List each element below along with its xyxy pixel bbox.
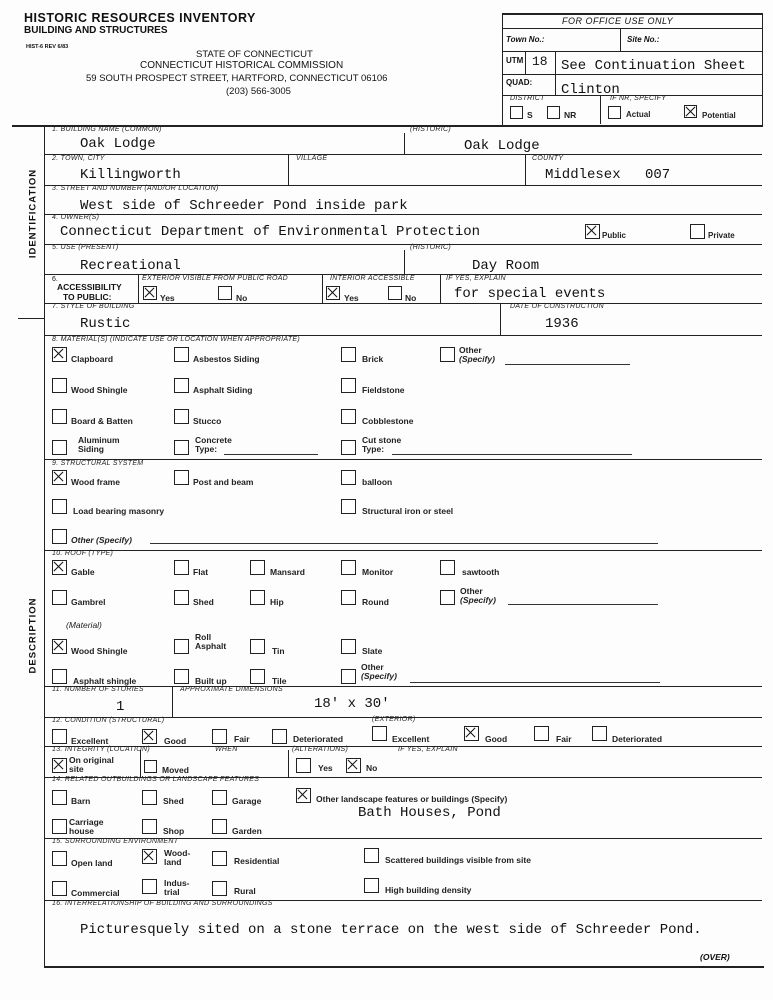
- integrity-alterations-label: (ALTERATIONS): [292, 746, 349, 753]
- roof-mansard-checkbox[interactable]: [250, 560, 265, 575]
- condition-fair-label: Fair: [234, 734, 250, 744]
- related-shop-label: Shop: [163, 826, 185, 836]
- nr-actual-label: Actual: [626, 110, 651, 119]
- exterior-no-label: No: [236, 293, 248, 303]
- nr-specify-label: IF NR, SPECIFY: [610, 95, 667, 102]
- roof-tin-label: Tin: [272, 646, 285, 656]
- nr-potential-label: Potential: [702, 111, 736, 120]
- material-wood-shingle-checkbox[interactable]: [52, 378, 67, 393]
- roof-material-other-text: Other: [361, 662, 384, 672]
- surrounding-label: 15. SURROUNDING ENVIRONMENT: [52, 838, 179, 845]
- roof-round-label: Round: [362, 597, 389, 607]
- quad-value: Clinton: [561, 82, 620, 98]
- owner-private-label: Private: [708, 231, 735, 240]
- county-value: Middlesex: [545, 167, 621, 183]
- surrounding-high-density-checkbox[interactable]: [364, 878, 379, 893]
- county-label: COUNTY: [532, 155, 564, 162]
- material-aluminum-label: [78, 436, 120, 454]
- exterior-yes-label: Yes: [160, 293, 175, 303]
- structural-post-beam-checkbox[interactable]: [174, 470, 189, 485]
- roof-tile-checkbox[interactable]: [250, 669, 265, 684]
- district-s-checkbox[interactable]: [510, 106, 523, 119]
- town-no-label: Town No.:: [506, 35, 545, 44]
- surrounding-rural-checkbox[interactable]: [212, 881, 227, 896]
- surrounding-industrial-checkbox[interactable]: [142, 879, 157, 894]
- surrounding-open-land-checkbox[interactable]: [52, 851, 67, 866]
- roof-slate-checkbox[interactable]: [341, 639, 356, 654]
- roof-built-up-checkbox[interactable]: [174, 669, 189, 684]
- material-aluminum-checkbox[interactable]: [52, 440, 67, 455]
- agency-name: CONNECTICUT HISTORICAL COMMISSION: [140, 60, 344, 71]
- stories-label: 11. NUMBER OF STORIES: [52, 686, 144, 693]
- nr-actual-checkbox[interactable]: [608, 106, 621, 119]
- roof-hip-checkbox[interactable]: [250, 590, 265, 605]
- common-name-value: Oak Lodge: [80, 136, 156, 152]
- exterior-no-checkbox[interactable]: [218, 286, 232, 300]
- exterior-excellent-label: Excellent: [392, 734, 430, 744]
- surrounding-rural-label: Rural: [234, 886, 256, 896]
- structural-iron-steel-label: Structural iron or steel: [362, 506, 454, 516]
- surrounding-land-text: land: [164, 857, 182, 867]
- building-name-label: 1. BUILDING NAME (COMMON): [52, 126, 162, 133]
- material-cut-stone-type: Type:: [362, 444, 385, 454]
- surrounding-indus-text: Indus-: [164, 878, 190, 888]
- roof-label: 10. ROOF (TYPE): [52, 550, 114, 557]
- material-stucco-label: Stucco: [193, 416, 222, 426]
- integrity-alt-yes-checkbox[interactable]: [296, 758, 311, 773]
- material-fieldstone-label: Fieldstone: [362, 385, 405, 395]
- agency-address: 59 SOUTH PROSPECT STREET, HARTFORD, CONNECTICUT 06106: [86, 73, 388, 84]
- surrounding-residential-checkbox[interactable]: [212, 851, 227, 866]
- exterior-good-label: Good: [485, 734, 508, 744]
- district-nr-label: NR: [564, 110, 577, 120]
- related-barn-checkbox[interactable]: [52, 790, 67, 805]
- roof-material-other-checkbox[interactable]: [341, 669, 356, 684]
- related-garden-label: Garden: [232, 826, 262, 836]
- integrity-moved-label: Moved: [162, 765, 189, 775]
- material-fieldstone-checkbox[interactable]: [341, 378, 356, 393]
- material-board-batten-label: Board & Batten: [71, 416, 133, 426]
- related-barn-label: Barn: [71, 796, 91, 806]
- roof-hip-label: Hip: [270, 597, 284, 607]
- structural-balloon-checkbox[interactable]: [341, 470, 356, 485]
- structural-load-bearing-checkbox[interactable]: [52, 499, 67, 514]
- related-house-text: house: [69, 826, 95, 836]
- related-garage-checkbox[interactable]: [212, 790, 227, 805]
- interrelationship-label: 16. INTERRELATIONSHIP OF BUILDING AND SURROUNDINGS: [52, 900, 273, 907]
- roof-other-text: Other: [460, 586, 483, 596]
- related-carriage-text: Carriage: [69, 817, 104, 827]
- interior-no-label: No: [405, 293, 417, 303]
- material-other-label: [459, 346, 495, 364]
- surrounding-commercial-checkbox[interactable]: [52, 881, 67, 896]
- related-garden-checkbox[interactable]: [212, 819, 227, 834]
- roof-roll-asphalt-checkbox[interactable]: [174, 639, 189, 654]
- integrity-label: 13. INTEGRITY (LOCATION): [52, 746, 150, 753]
- town-label: 2. TOWN, CITY: [52, 155, 105, 162]
- exterior-yes-checkbox[interactable]: [143, 286, 157, 300]
- utm-value: See Continuation Sheet: [561, 58, 746, 74]
- agency-phone: (203) 566-3005: [226, 86, 291, 97]
- condition-deteriorated-checkbox[interactable]: [272, 729, 287, 744]
- use-present-label: 5. USE (PRESENT): [52, 244, 119, 251]
- related-carriage-checkbox[interactable]: [52, 819, 67, 834]
- roof-gambrel-checkbox[interactable]: [52, 590, 67, 605]
- dimensions-label: APPROXIMATE DIMENSIONS: [180, 686, 283, 693]
- accessibility-label-line1: ACCESSIBILITY: [57, 282, 122, 292]
- county-code-value: 007: [645, 167, 671, 183]
- exterior-excellent-checkbox[interactable]: [372, 726, 387, 741]
- accessibility-label-line2: TO PUBLIC:: [63, 292, 112, 302]
- materials-label: 8. MATERIAL(S) (INDICATE USE OR LOCATION WHEN APPROPRIATE): [52, 336, 301, 343]
- integrity-original-text: On original: [69, 755, 114, 765]
- roof-asphalt-shingle-label: Asphalt shingle: [73, 676, 137, 686]
- integrity-original-site-checkbox[interactable]: [52, 758, 67, 773]
- material-concrete-label: [195, 436, 232, 454]
- interior-yes-checkbox[interactable]: [326, 286, 340, 300]
- condition-exterior-label: (EXTERIOR): [372, 716, 416, 723]
- utm-label: UTM: [506, 56, 524, 65]
- material-other-text: Other: [459, 345, 482, 355]
- form-title: HISTORIC RESOURCES INVENTORY: [24, 11, 256, 25]
- owner-public-label: Public: [602, 231, 627, 240]
- surrounding-woodland-label: [164, 849, 190, 867]
- surrounding-trial-text: trial: [164, 887, 180, 897]
- related-shed-label: Shed: [163, 796, 184, 806]
- date-value: 1936: [545, 316, 579, 332]
- roof-round-checkbox[interactable]: [341, 590, 356, 605]
- utm-zone: 18: [532, 54, 548, 69]
- structural-balloon-label: balloon: [362, 477, 393, 487]
- material-cobblestone-label: Cobblestone: [362, 416, 414, 426]
- material-cut-stone-text: Cut stone: [362, 435, 402, 445]
- roof-mansard-label: Mansard: [270, 567, 305, 577]
- surrounding-open-land-label: Open land: [71, 858, 113, 868]
- material-board-batten-checkbox[interactable]: [52, 409, 67, 424]
- structural-wood-frame-checkbox[interactable]: [52, 470, 67, 485]
- interior-yes-label: Yes: [344, 293, 359, 303]
- exterior-good-checkbox[interactable]: [464, 726, 479, 741]
- material-concrete-text: Concrete: [195, 435, 232, 445]
- over-label: (OVER): [700, 952, 730, 962]
- use-historic-label: (HISTORIC): [410, 244, 451, 251]
- quad-label: QUAD:: [506, 78, 533, 87]
- roof-roll-text: Roll: [195, 632, 212, 642]
- related-shop-checkbox[interactable]: [142, 819, 157, 834]
- related-label: 14. RELATED OUTBUILDINGS OR LANDSCAPE FEATURES: [52, 776, 260, 783]
- material-asbestos-label: Asbestos Siding: [193, 354, 260, 364]
- access-explain-value: for special events: [454, 286, 606, 302]
- integrity-alt-yes-label: Yes: [318, 763, 333, 773]
- owner-value: Connecticut Department of Environmental Protection: [60, 224, 481, 240]
- roof-shed-label: Shed: [193, 597, 214, 607]
- roof-slate-label: Slate: [362, 646, 383, 656]
- roof-shed-checkbox[interactable]: [174, 590, 189, 605]
- roof-other-specify: (Specify): [460, 595, 496, 605]
- historic-name-label: (HISTORIC): [410, 126, 451, 133]
- roof-wood-shingle-label: Wood Shingle: [71, 646, 128, 656]
- roof-gambrel-label: Gambrel: [71, 597, 106, 607]
- roof-gable-checkbox[interactable]: [52, 560, 67, 575]
- condition-excellent-label: Excellent: [71, 736, 109, 746]
- style-label: 7. STYLE OF BUILDING: [52, 303, 135, 310]
- dimensions-value: 18' x 30': [314, 696, 390, 712]
- material-asphalt-siding-checkbox[interactable]: [174, 378, 189, 393]
- roof-material-label: (Material): [66, 620, 102, 630]
- roof-asphalt-text: Asphalt: [195, 641, 227, 651]
- structural-post-beam-label: Post and beam: [193, 477, 254, 487]
- style-value: Rustic: [80, 316, 131, 332]
- structural-other-checkbox[interactable]: [52, 529, 67, 544]
- exterior-fair-checkbox[interactable]: [534, 726, 549, 741]
- structural-iron-steel-checkbox[interactable]: [341, 499, 356, 514]
- surrounding-industrial-label: [164, 879, 190, 897]
- access-explain-label: IF YES, EXPLAIN: [446, 275, 506, 282]
- condition-good-label: Good: [164, 736, 187, 746]
- roof-flat-checkbox[interactable]: [174, 560, 189, 575]
- material-asbestos-checkbox[interactable]: [174, 347, 189, 362]
- material-other-specify: (Specify): [459, 354, 495, 364]
- agency-state: STATE OF CONNECTICUT: [196, 49, 313, 60]
- roof-roll-asphalt-label: [195, 633, 226, 651]
- roof-sawtooth-checkbox[interactable]: [440, 560, 455, 575]
- accessibility-number: 6.: [52, 276, 58, 283]
- structural-wood-frame-label: Wood frame: [71, 477, 120, 487]
- condition-excellent-checkbox[interactable]: [52, 729, 67, 744]
- owner-label: 4. OWNER(S): [52, 214, 100, 221]
- form-number: HIST-6 REV 6/83: [26, 44, 69, 50]
- roof-sawtooth-label: sawtooth: [462, 567, 500, 577]
- condition-good-checkbox[interactable]: [142, 729, 157, 744]
- date-construction-label: DATE OF CONSTRUCTION: [510, 303, 605, 310]
- historic-name-value: Oak Lodge: [464, 138, 540, 154]
- form-subtitle: BUILDING AND STRUCTURES: [24, 25, 168, 36]
- surrounding-wood-text: Wood-: [164, 848, 191, 858]
- condition-fair-checkbox[interactable]: [212, 729, 227, 744]
- street-label: 3. STREET AND NUMBER (AND/OR LOCATION): [52, 185, 219, 192]
- related-carriage-label: [69, 818, 104, 836]
- owner-public-checkbox[interactable]: [585, 224, 600, 239]
- roof-built-up-label: Built up: [195, 676, 227, 686]
- surrounding-residential-label: Residential: [234, 856, 280, 866]
- roof-material-other-specify: (Specify): [361, 671, 397, 681]
- material-clapboard-label: Clapboard: [71, 354, 114, 364]
- village-label: VILLAGE: [296, 155, 328, 162]
- use-historic-value: Day Room: [472, 258, 540, 274]
- material-cut-stone-checkbox[interactable]: [341, 440, 356, 455]
- material-cobblestone-checkbox[interactable]: [341, 409, 356, 424]
- roof-tile-label: Tile: [272, 676, 287, 686]
- condition-label: 12. CONDITION (STRUCTURAL): [52, 717, 165, 724]
- stories-value: 1: [116, 699, 125, 715]
- roof-asphalt-shingle-checkbox[interactable]: [52, 669, 67, 684]
- district-label: DISTRICT: [510, 95, 545, 102]
- material-concrete-type: Type:: [195, 444, 218, 454]
- roof-other-checkbox[interactable]: [440, 590, 455, 605]
- material-stucco-checkbox[interactable]: [174, 409, 189, 424]
- surrounding-woodland-checkbox[interactable]: [142, 849, 157, 864]
- roof-flat-label: Flat: [193, 567, 209, 577]
- structural-label: 9. STRUCTURAL SYSTEM: [52, 460, 144, 467]
- integrity-moved-checkbox[interactable]: [144, 760, 157, 773]
- surrounding-scattered-label: Scattered buildings visible from site: [385, 855, 531, 865]
- material-brick-checkbox[interactable]: [341, 347, 356, 362]
- structural-load-bearing-label: Load bearing masonry: [73, 506, 165, 516]
- integrity-site-text: site: [69, 764, 84, 774]
- surrounding-scattered-checkbox[interactable]: [364, 848, 379, 863]
- use-present-value: Recreational: [80, 258, 181, 274]
- nr-potential-checkbox[interactable]: [684, 105, 697, 118]
- roof-gable-label: Gable: [71, 567, 95, 577]
- owner-private-checkbox[interactable]: [690, 224, 705, 239]
- material-aluminum-text: Aluminum: [78, 435, 120, 445]
- surrounding-high-density-label: High building density: [385, 885, 472, 895]
- exterior-visible-label: EXTERIOR VISIBLE FROM PUBLIC ROAD: [142, 275, 289, 282]
- material-siding-text: Siding: [78, 444, 104, 454]
- roof-tin-checkbox[interactable]: [250, 639, 265, 654]
- district-nr-checkbox[interactable]: [547, 106, 560, 119]
- identification-side-label: IDENTIFICATION: [27, 168, 39, 259]
- roof-monitor-label: Monitor: [362, 567, 394, 577]
- integrity-when-label: WHEN: [215, 746, 238, 753]
- roof-wood-shingle-checkbox[interactable]: [52, 639, 67, 654]
- roof-material-other-label: [361, 663, 397, 681]
- condition-deteriorated-label: Deteriorated: [293, 734, 344, 744]
- integrity-original-site-label: [69, 756, 114, 774]
- related-other-label: Other landscape features or buildings (Specify): [316, 794, 508, 804]
- material-clapboard-checkbox[interactable]: [52, 347, 67, 362]
- material-concrete-checkbox[interactable]: [174, 440, 189, 455]
- interrelationship-text: Picturesquely sited on a stone terrace on the west side of Schreeder Pond.: [80, 922, 702, 938]
- related-shed-checkbox[interactable]: [142, 790, 157, 805]
- related-garage-label: Garage: [232, 796, 262, 806]
- integrity-alt-no-label: No: [366, 763, 378, 773]
- integrity-alt-no-checkbox[interactable]: [346, 758, 361, 773]
- exterior-fair-label: Fair: [556, 734, 572, 744]
- street-value: West side of Schreeder Pond inside park: [80, 198, 408, 214]
- surrounding-commercial-label: Commercial: [71, 888, 120, 898]
- material-other-checkbox[interactable]: [440, 347, 455, 362]
- structural-other-label: Other (Specify): [71, 535, 132, 545]
- town-value: Killingworth: [80, 167, 181, 183]
- site-no-label: Site No.:: [627, 35, 660, 44]
- roof-other-label: [460, 587, 496, 605]
- material-wood-shingle-label: Wood Shingle: [71, 385, 128, 395]
- exterior-deteriorated-label: Deteriorated: [612, 734, 663, 744]
- district-s-label: S: [527, 110, 533, 120]
- interior-accessible-label: INTERIOR ACCESSIBLE: [330, 275, 415, 282]
- interior-no-checkbox[interactable]: [388, 286, 402, 300]
- related-other-value: Bath Houses, Pond: [358, 805, 501, 821]
- material-asphalt-siding-label: Asphalt Siding: [193, 385, 253, 395]
- exterior-deteriorated-checkbox[interactable]: [592, 726, 607, 741]
- integrity-explain-label: IF YES, EXPLAIN: [398, 746, 458, 753]
- material-brick-label: Brick: [362, 354, 384, 364]
- material-cut-stone-label: [362, 436, 401, 454]
- roof-monitor-checkbox[interactable]: [341, 560, 356, 575]
- related-other-checkbox[interactable]: [296, 788, 311, 803]
- office-use-heading: FOR OFFICE USE ONLY: [562, 16, 674, 26]
- description-side-label: DESCRIPTION: [27, 597, 39, 674]
